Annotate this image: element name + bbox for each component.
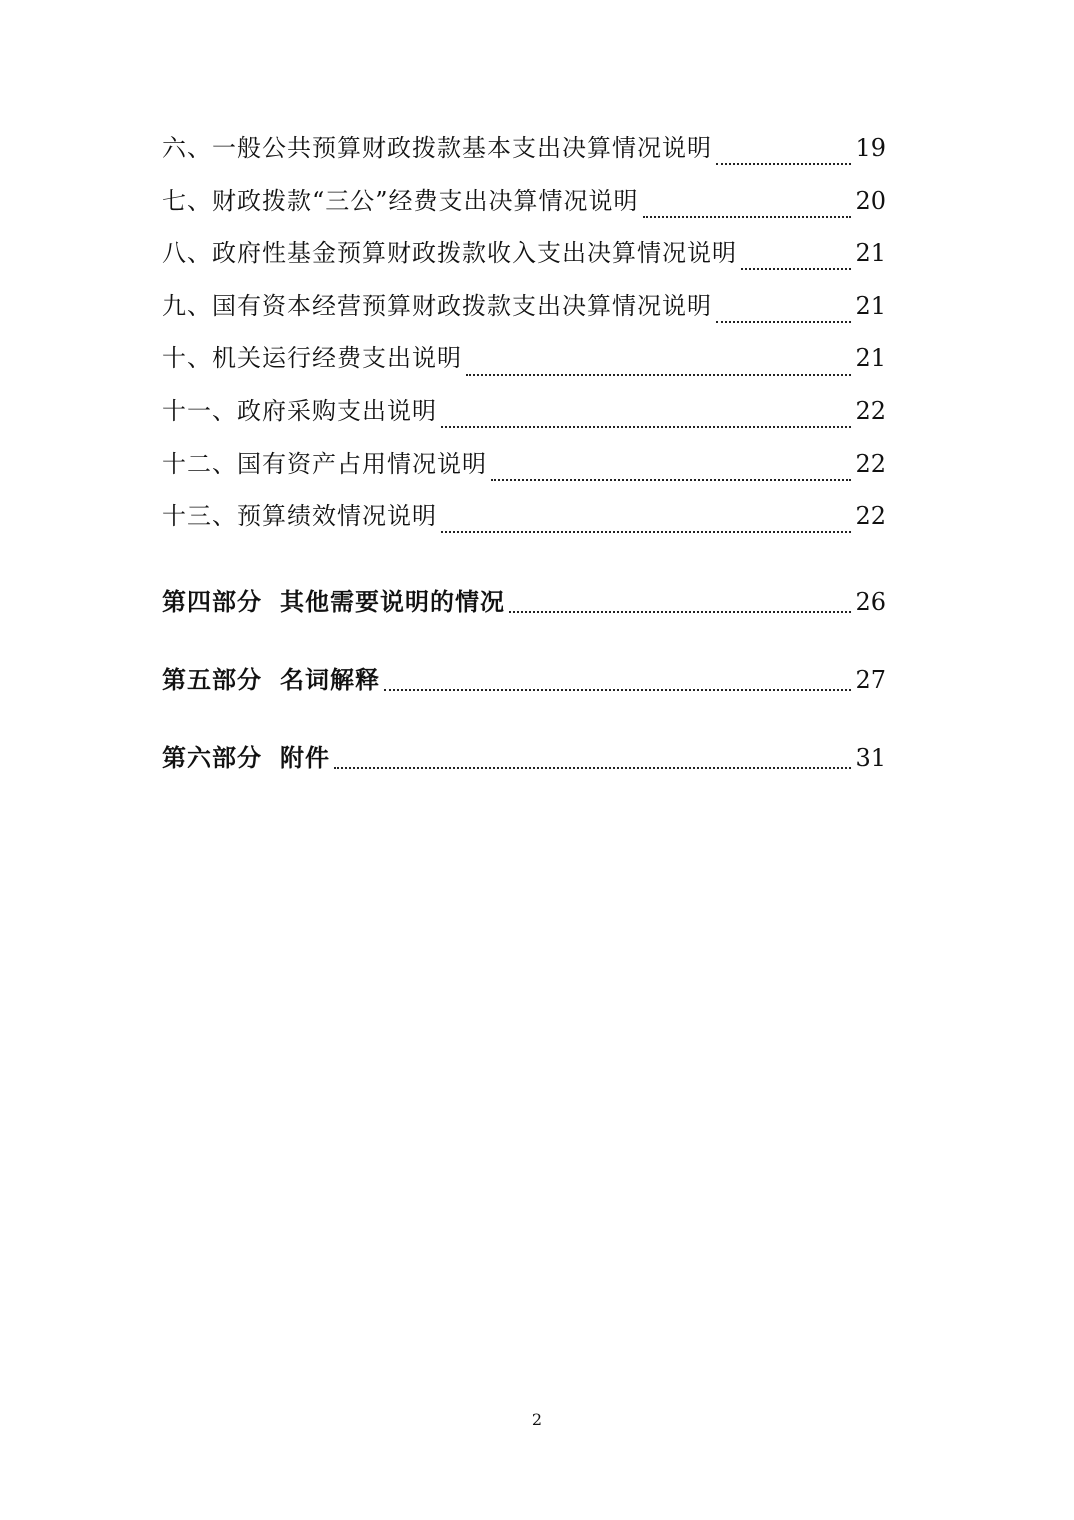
dot-leader (441, 531, 851, 533)
toc-entry-label: 七、财政拨款“三公”经费支出决算情况说明 (162, 186, 639, 215)
toc-entry[interactable] (162, 128, 886, 181)
toc-entry[interactable] (162, 444, 886, 497)
toc-entry[interactable] (162, 233, 886, 286)
toc-part-entry[interactable] (162, 738, 886, 778)
dot-leader (441, 426, 851, 428)
dot-leader (491, 479, 851, 481)
toc-entry-label: 十、机关运行经费支出说明 (162, 344, 462, 373)
toc-part-entry[interactable] (162, 582, 886, 622)
dot-leader (466, 374, 851, 376)
toc-entry-page: 21 (855, 344, 886, 373)
toc-entry[interactable] (162, 496, 886, 549)
toc-part-page: 31 (855, 744, 886, 772)
toc-part-label (162, 738, 330, 778)
toc-entry-label: 十三、预算绩效情况说明 (162, 502, 437, 531)
toc-entry-label: 八、政府性基金预算财政拨款收入支出决算情况说明 (162, 239, 737, 268)
toc-part-number: 第四部分 (162, 588, 262, 616)
toc-part-entry[interactable] (162, 660, 886, 700)
toc-part-label (162, 660, 380, 700)
toc-part-page: 27 (855, 666, 886, 694)
table-of-contents (162, 128, 886, 772)
dot-leader (643, 216, 852, 218)
toc-entry-page: 22 (855, 449, 886, 478)
dot-leader (716, 163, 851, 165)
toc-entry-label: 六、一般公共预算财政拨款基本支出决算情况说明 (162, 134, 712, 162)
dot-leader (741, 268, 851, 270)
toc-part-page: 26 (855, 588, 886, 616)
dot-leader (509, 611, 851, 613)
toc-entry[interactable] (162, 338, 886, 391)
page-number: 2 (531, 1410, 543, 1429)
toc-entry-page: 21 (855, 291, 886, 320)
toc-part-title: 其他需要说明的情况 (280, 588, 505, 616)
toc-entry-page: 22 (855, 396, 886, 425)
toc-part-number: 第六部分 (162, 744, 262, 772)
toc-entry-page: 19 (855, 134, 886, 162)
toc-entry[interactable] (162, 286, 886, 339)
toc-part-label (162, 582, 505, 622)
toc-part-title: 名词解释 (280, 666, 380, 694)
toc-entry[interactable] (162, 391, 886, 444)
toc-entry-page: 21 (855, 239, 886, 268)
toc-entry-label: 十一、政府采购支出说明 (162, 396, 437, 425)
dot-leader (334, 767, 851, 769)
toc-entry-label: 十二、国有资产占用情况说明 (162, 449, 487, 478)
dot-leader (716, 321, 851, 323)
toc-part-title: 附件 (280, 744, 330, 772)
toc-entry[interactable] (162, 181, 886, 234)
toc-entry-label: 九、国有资本经营预算财政拨款支出决算情况说明 (162, 291, 712, 320)
toc-entry-page: 20 (855, 186, 886, 215)
toc-part-number: 第五部分 (162, 666, 262, 694)
dot-leader (384, 689, 851, 691)
toc-entry-page: 22 (855, 502, 886, 531)
